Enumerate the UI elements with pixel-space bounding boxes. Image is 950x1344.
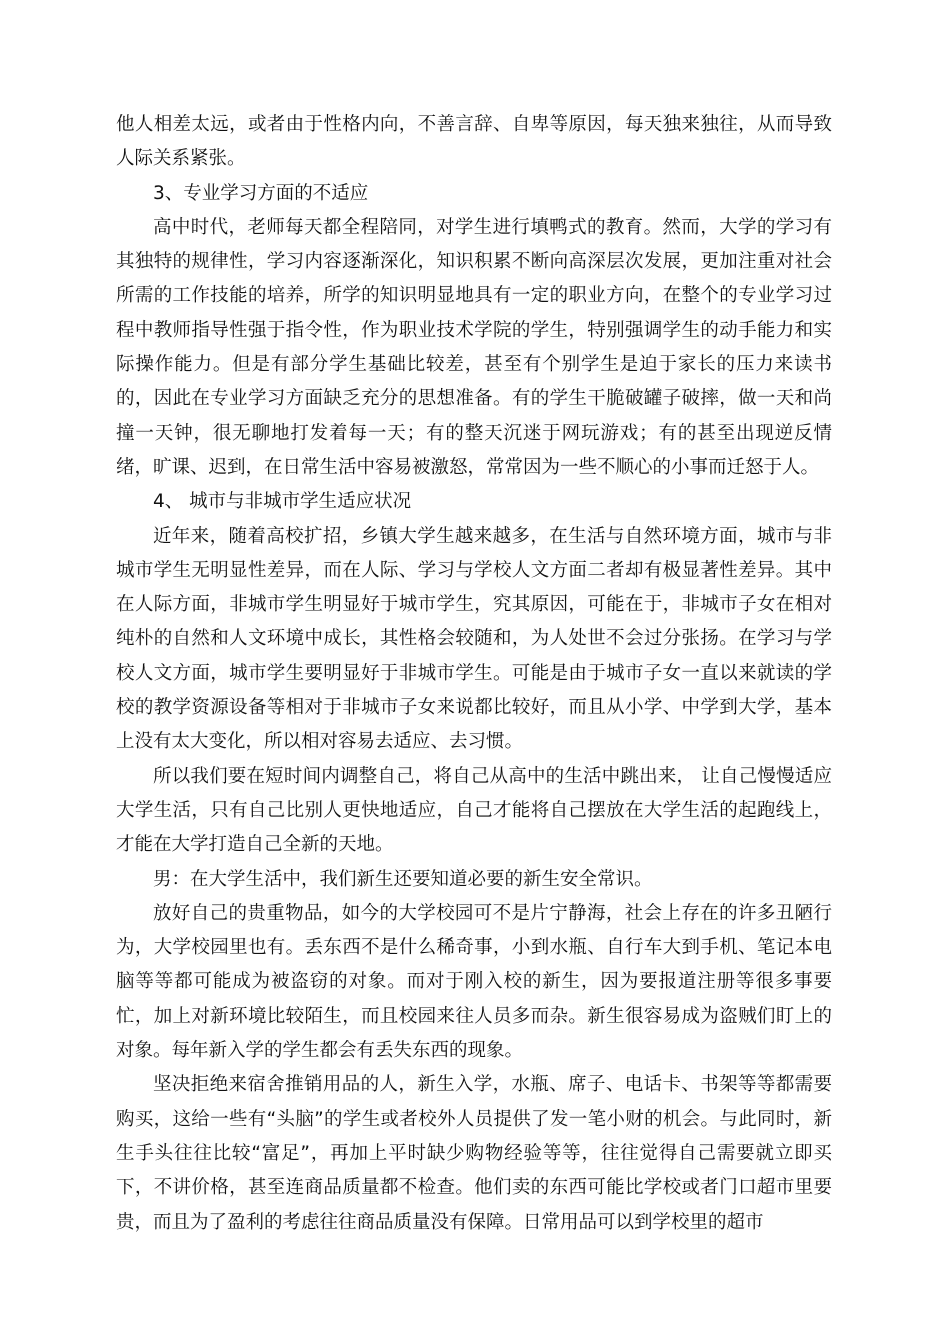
paragraph-safety-intro: 男：在大学生活中，我们新生还要知道必要的新生安全常识。 [153,868,653,890]
paragraph-valuables: 放好自己的贵重物品，如今的大学校园可不是片宁静海，社会上存在的许多丑陋行为，大学校园里也有。丢东西不是什么稀奇事，小到水瓶、自行车大到手机、笔记本电脑等等都可能成为被盗窃的对象。而对于刚入校的新生，因为要报道注册等很多事要忙，加上对新环境比较陌生，而且校园来往人员多而杂。新生很容易成为盗贼们盯上的对象。每年新入学的学生都会有丢失东西的现象。 [116,902,832,1062]
paragraph-salespeople: 坚决拒绝来宿舍推销用品的人，新生入学，水瓶、席子、电话卡、书架等等都需要购买，这给一些有“头脑”的学生或者校外人员提供了发一笔小财的机会。与此同时，新生手头往往比较“富足”，再加上平时缺少购物经验等等，往往觉得自己需要就立即买下，不讲价格，甚至连商品质量都不检查。他们卖的东西可能比学校或者门口超市里要贵，而且为了盈利的考虑往往商品质量没有保障。日常用品可以到学校里的超市 [116,1074,832,1233]
paragraph-continued: 他人相差太远，或者由于性格内向，不善言辞、自卑等原因，每天独来独往，从而导致人际关系紧张。 [116,114,832,170]
paragraph-urban-rural: 近年来，随着高校扩招，乡镇大学生越来越多，在生活与自然环境方面，城市与非城市学生无明显性差异，而在人际、学习与学校人文方面二者却有极显著性差异。其中在人际方面，非城市学生明显好于城市学生，究其原因，可能在于，非城市子女在相对纯朴的自然和人文环境中成长，其性格会较随和，为人处世不会过分张扬。在学习与学校人文方面，城市学生要明显好于非城市学生。可能是由于城市子女一直以来就读的学校的教学资源设备等相对于非城市子女来说都比较好，而且从小学、中学到大学，基本上没有太大变化，所以相对容易去适应、去习惯。 [116,525,832,753]
section-heading-3: 3、专业学习方面的不适应 [153,182,369,204]
section-heading-4: 4、 城市与非城市学生适应状况 [153,491,412,513]
paragraph-study-adaptation: 高中时代，老师每天都全程陪同，对学生进行填鸭式的教育。然而，大学的学习有其独特的规律性，学习内容逐渐深化，知识积累不断向高深层次发展，更加注重对社会所需的工作技能的培养，所学的知识明显地具有一定的职业方向，在整个的专业学习过程中教师指导性强于指令性，作为职业技术学院的学生，特别强调学生的动手能力和实际操作能力。但是有部分学生基础比较差，甚至有个别学生是迫于家长的压力来读书的，因此在专业学习方面缺乏充分的思想准备。有的学生干脆破罐子破摔，做一天和尚撞一天钟，很无聊地打发着每一天；有的整天沉迷于网玩游戏；有的甚至出现逆反情绪，旷课、迟到，在日常生活中容易被激怒，常常因为一些不顺心的小事而迁怒于人。 [116,216,832,478]
document-body [116,108,832,1240]
paragraph-adjust-yourself: 所以我们要在短时间内调整自己，将自己从高中的生活中跳出来， 让自己慢慢适应大学生活，只有自己比别人更快地适应，自己才能将自己摆放在大学生活的起跑线上，才能在大学打造自己全新的天地。 [116,765,832,856]
